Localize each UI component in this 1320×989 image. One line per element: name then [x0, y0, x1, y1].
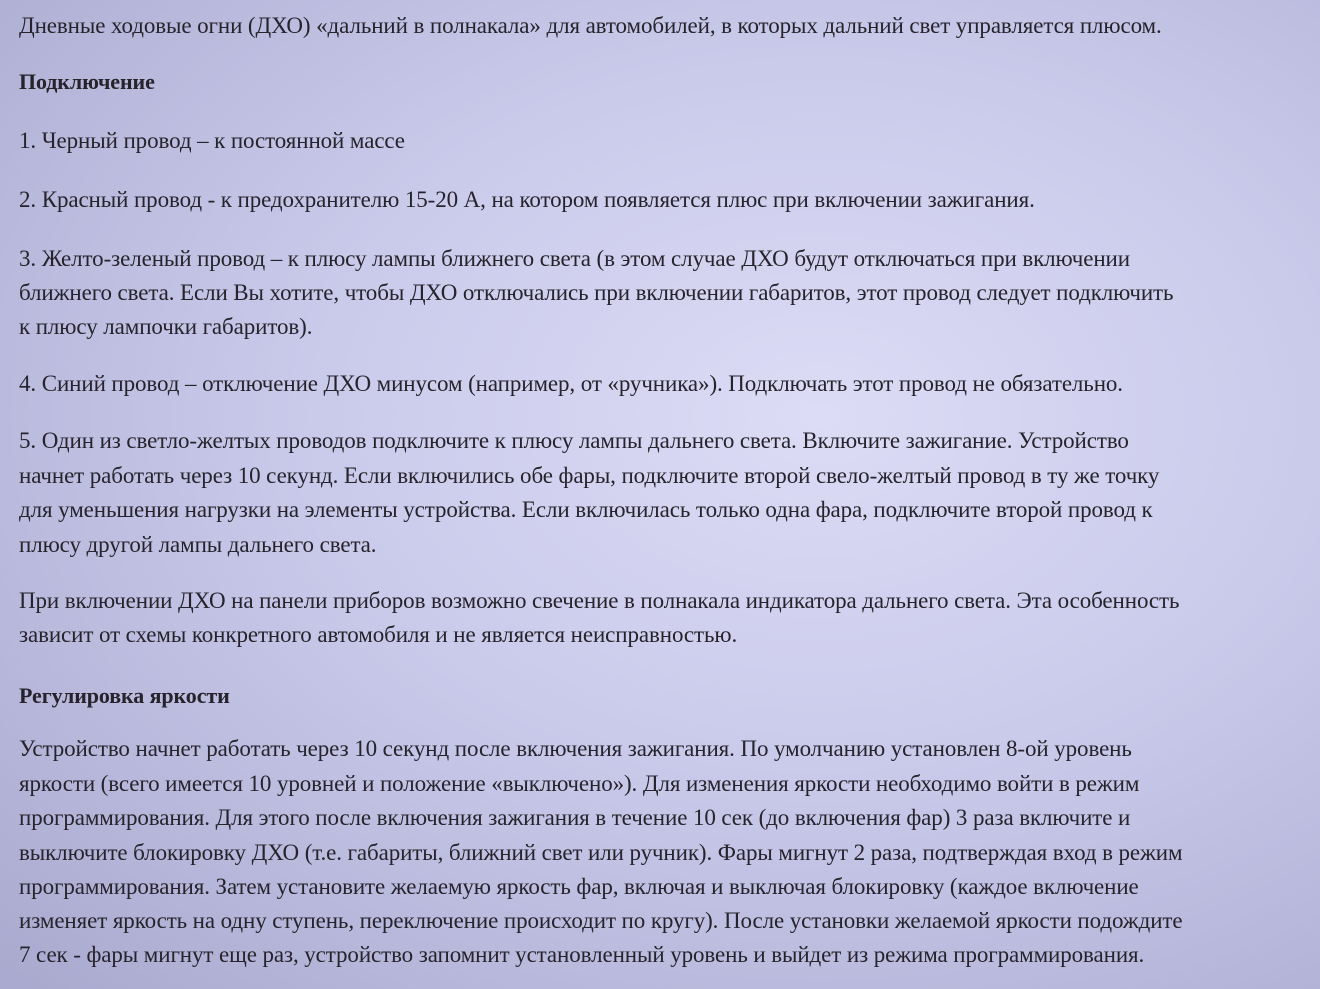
brightness-paragraph-line-3: программирования. Для этого после включения зажигания в течение 10 сек (до включения фар) 3 раза включите и: [19, 805, 1131, 830]
section-heading-connection: Подключение: [19, 69, 155, 94]
connection-note-line-1: При включении ДХО на панели приборов возможно свечение в полнакала индикатора дальнего света. Эта особенность: [19, 588, 1180, 613]
connection-item-3-line-1: 3. Желто-зеленый провод – к плюсу лампы ближнего света (в этом случае ДХО будут отключаться при включении: [19, 246, 1130, 271]
section-heading-brightness: Регулировка яркости: [19, 683, 230, 708]
brightness-paragraph-line-7: 7 сек - фары мигнут еще раз, устройство запомнит установленный уровень и выйдет из режима программирования.: [19, 942, 1145, 967]
connection-item-4: 4. Синий провод – отключение ДХО минусом (например, от «ручника»). Подключать этот провод не обязательно.: [19, 371, 1123, 396]
connection-item-2: 2. Красный провод - к предохранителю 15-20 А, на котором появляется плюс при включении зажигания.: [19, 187, 1035, 212]
connection-item-3-line-2: ближнего света. Если Вы хотите, чтобы ДХО отключались при включении габаритов, этот провод следует подключить: [19, 280, 1174, 305]
connection-item-1: 1. Черный провод – к постоянной массе: [19, 128, 405, 153]
brightness-paragraph-line-1: Устройство начнет работать через 10 секунд после включения зажигания. По умолчанию установлен 8-ой уровень: [19, 736, 1132, 761]
brightness-paragraph-line-5: программирования. Затем установите желаемую яркость фар, включая и выключая блокировку (каждое включение: [19, 874, 1139, 899]
connection-item-5-line-2: начнет работать через 10 секунд. Если включились обе фары, подключите второй свело-желтый провод в ту же точку: [19, 463, 1160, 488]
connection-item-3-line-3: к плюсу лампочки габаритов).: [19, 314, 313, 339]
connection-item-5-line-1: 5. Один из светло-желтых проводов подключите к плюсу лампы дальнего света. Включите зажигание. Устройство: [19, 428, 1129, 453]
brightness-paragraph-line-2: яркости (всего имеется 10 уровней и положение «выключено»). Для изменения яркости необходимо войти в режим: [19, 771, 1140, 796]
intro-line: Дневные ходовые огни (ДХО) «дальний в полнакала» для автомобилей, в которых дальний свет управляется плюсом.: [19, 13, 1162, 38]
connection-item-5-line-4: плюсу другой лампы дальнего света.: [19, 532, 377, 557]
connection-item-5-line-3: для уменьшения нагрузки на элементы устройства. Если включилась только одна фара, подключите второй провод к: [19, 497, 1153, 522]
connection-note-line-2: зависит от схемы конкретного автомобиля и не является неисправностью.: [19, 622, 738, 647]
brightness-paragraph-line-4: выключите блокировку ДХО (т.е. габариты, ближний свет или ручник). Фары мигнут 2 раза, подтверждая вход в режим: [19, 840, 1183, 865]
brightness-paragraph-line-6: изменяет яркость на одну ступень, переключение происходит по кругу). После установки желаемой яркости подождите: [19, 908, 1183, 933]
